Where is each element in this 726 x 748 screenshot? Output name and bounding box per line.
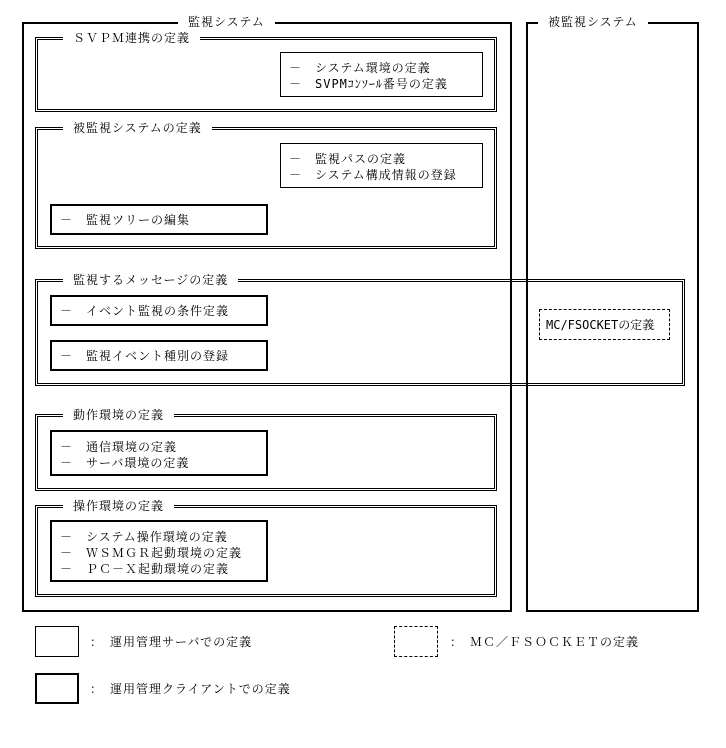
svpm-section-title: ＳＶＰＭ連携の定義 <box>63 31 200 45</box>
system-control-env-definition: － システム操作環境の定義 <box>60 530 228 544</box>
legend-client-swatch <box>35 673 79 704</box>
svpm-console-number-definition: － SVPMｺﾝｿｰﾙ番号の定義 <box>289 77 448 91</box>
operation-env-box <box>50 430 268 476</box>
monitor-path-definition: － 監視パスの定義 <box>289 152 407 166</box>
legend-server-label: ： 運用管理サーバでの定義 <box>90 635 253 649</box>
legend-client-label: ： 運用管理クライアントでの定義 <box>90 682 291 696</box>
legend-server-swatch <box>35 626 79 657</box>
monitor-tree-edit: － 監視ツリーの編集 <box>60 213 191 227</box>
monitor-tree-edit-box <box>50 204 268 235</box>
legend-mc-fsocket-swatch <box>394 626 438 657</box>
monitoring-system-title: 監視システム <box>178 15 275 29</box>
svpm-definitions-box <box>280 52 483 97</box>
system-config-registration: － システム構成情報の登録 <box>289 168 457 182</box>
monitored-system-definition-title: 被監視システムの定義 <box>63 121 212 135</box>
event-condition-box <box>50 295 268 326</box>
monitor-path-box <box>280 143 483 188</box>
operation-env-title: 動作環境の定義 <box>63 408 174 422</box>
control-env-box <box>50 520 268 582</box>
control-env-title: 操作環境の定義 <box>63 499 174 513</box>
mc-fsocket-box <box>539 309 670 340</box>
event-condition-definition: － イベント監視の条件定義 <box>60 304 230 318</box>
event-type-registration: － 監視イベント種別の登録 <box>60 349 230 363</box>
event-type-box <box>50 340 268 371</box>
mc-fsocket-definition: MC/FSOCKETの定義 <box>546 318 655 332</box>
comm-env-definition: － 通信環境の定義 <box>60 440 178 454</box>
pcx-launch-env-definition: － ＰＣ－Ｘ起動環境の定義 <box>60 562 230 576</box>
server-env-definition: － サーバ環境の定義 <box>60 456 190 470</box>
wsmgr-launch-env-definition: － ＷＳＭＧＲ起動環境の定義 <box>60 546 243 560</box>
monitored-message-title: 監視するメッセージの定義 <box>63 273 238 287</box>
legend-mc-fsocket-label: ： ＭＣ／ＦＳＯＣＫＥＴの定義 <box>450 635 640 649</box>
system-env-definition: － システム環境の定義 <box>289 61 431 75</box>
monitored-system-title: 被監視システム <box>538 15 648 29</box>
